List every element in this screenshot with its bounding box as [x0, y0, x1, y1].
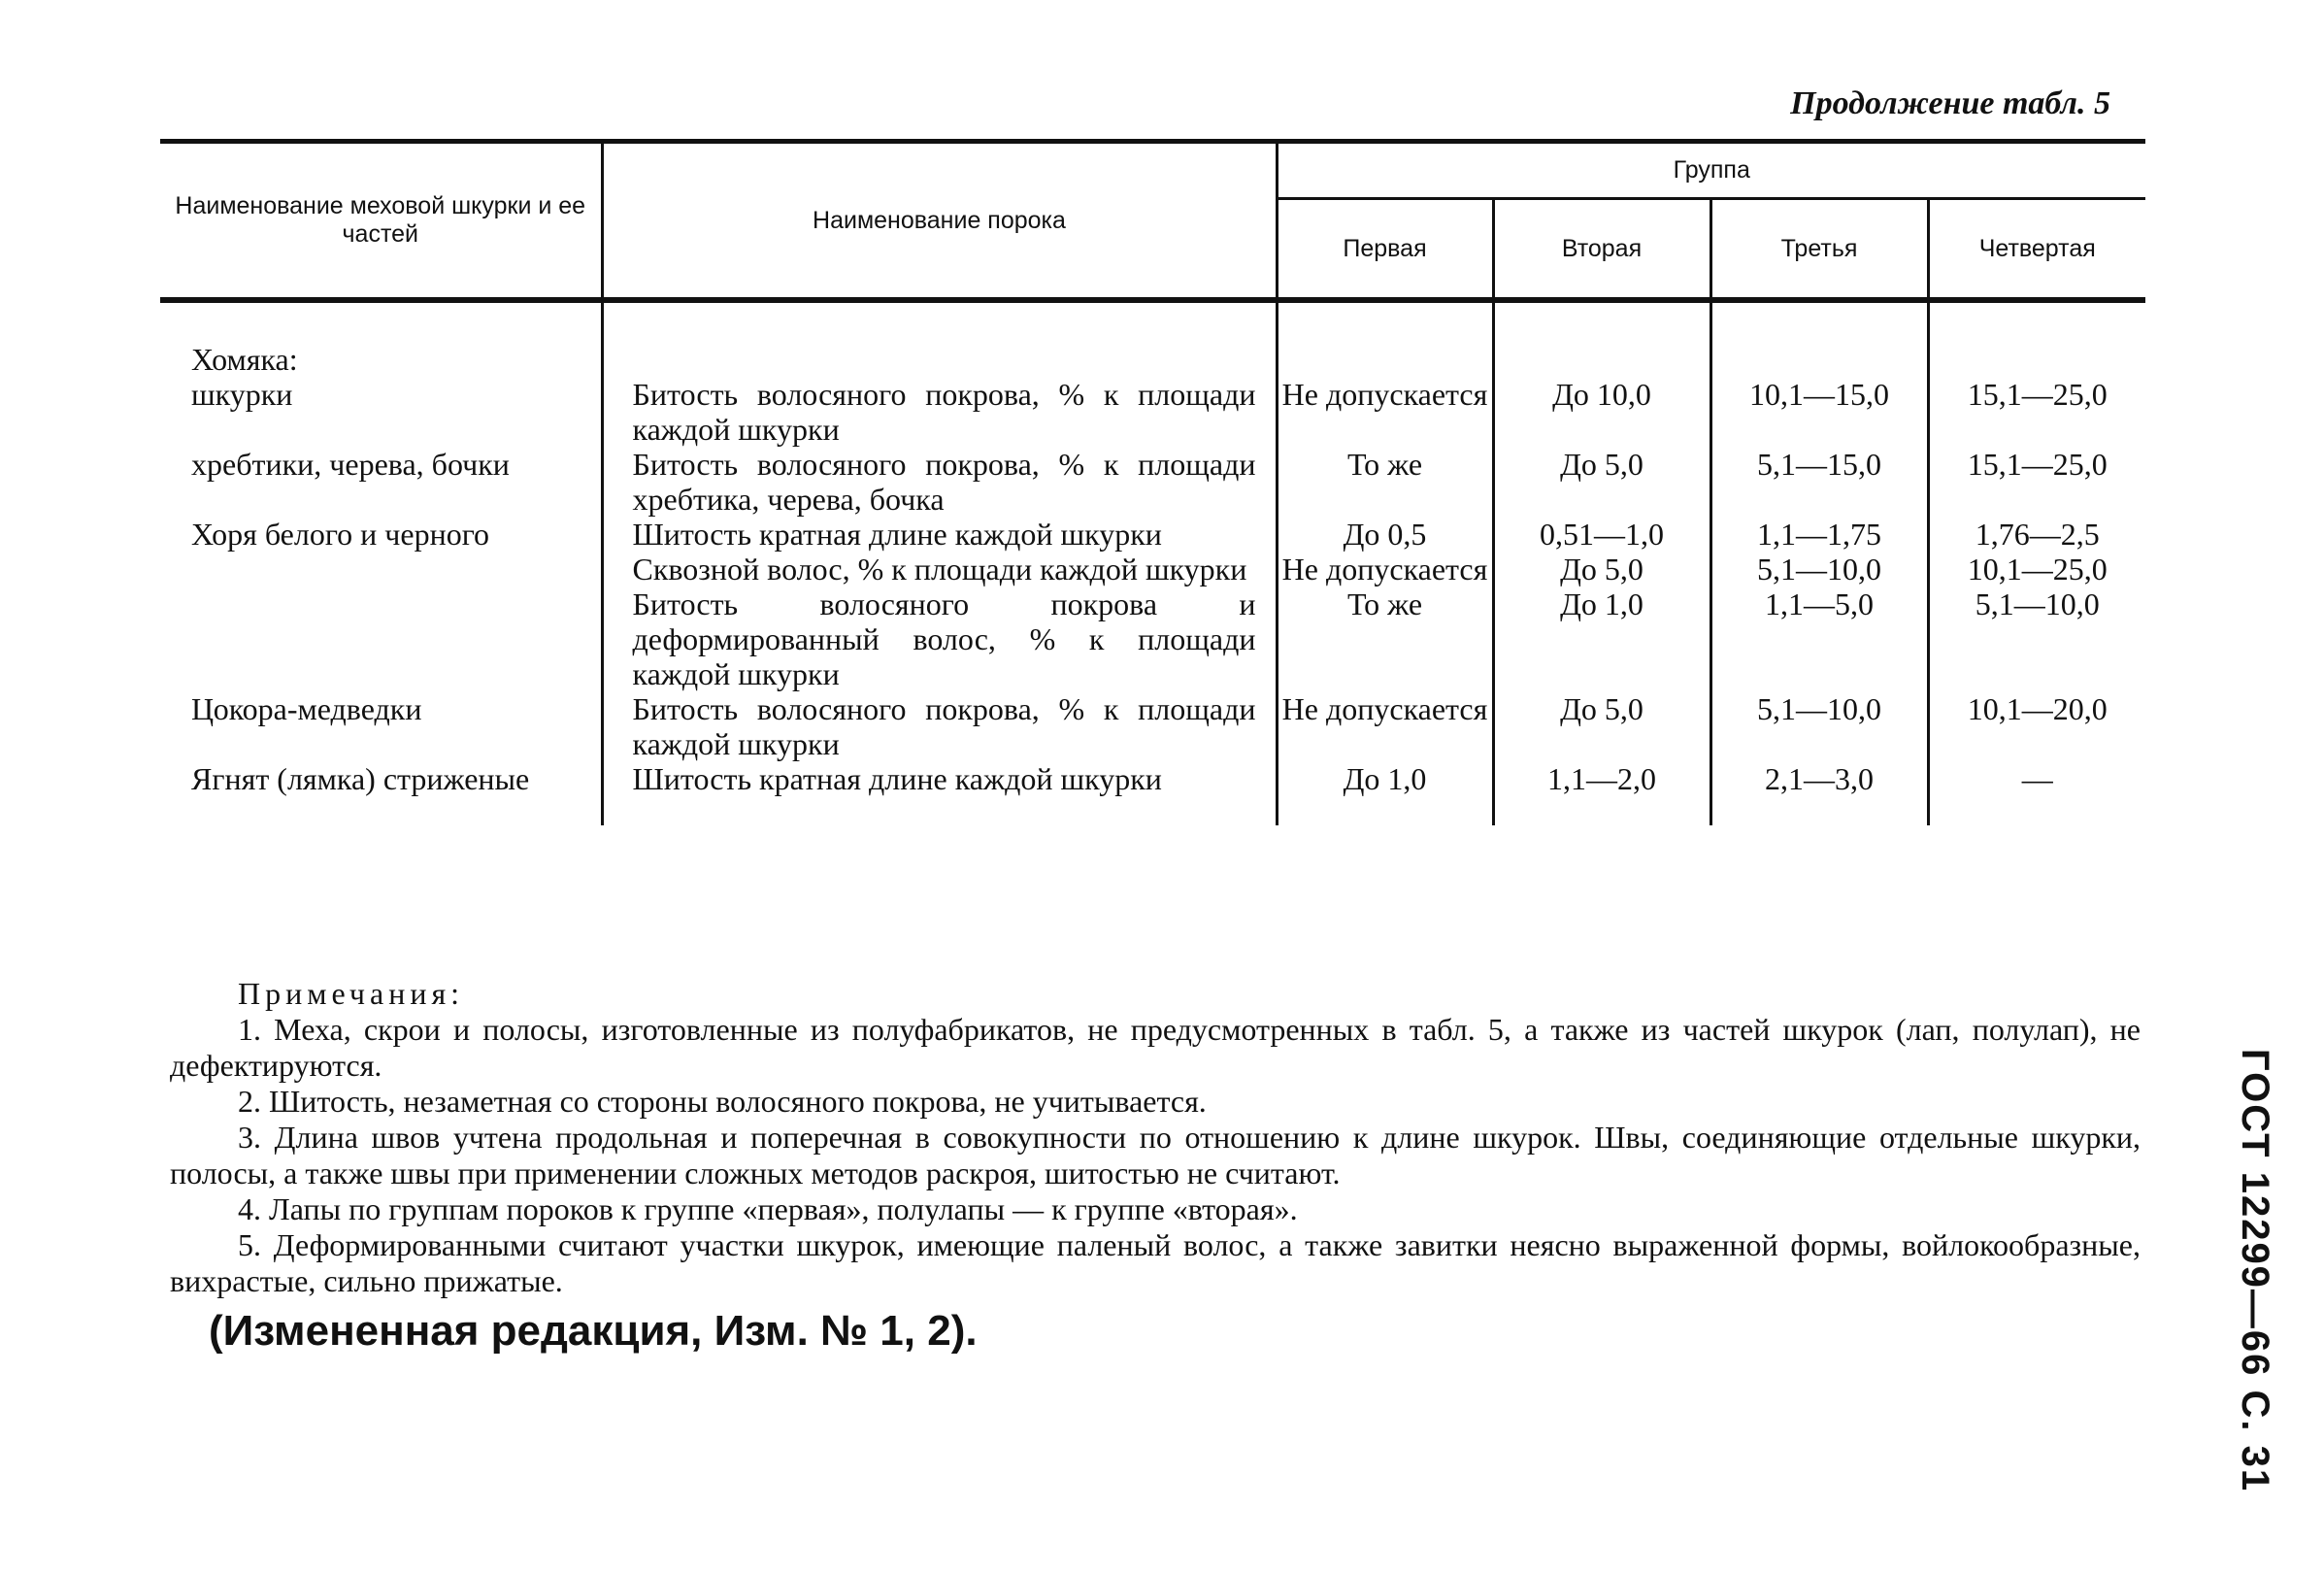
note-item: 5. Деформированными считают участки шкурок, имеющие паленый волос, а также завитки неясно выраженной формы, войлокообразные, вихрастые, сильно прижатые. — [170, 1227, 2141, 1298]
row-group-4: 15,1—25,0 — [1928, 447, 2145, 517]
row-defect: Шитость кратная длине каждой шкурки — [602, 761, 1277, 796]
row-group-3: 5,1—10,0 — [1710, 552, 1928, 586]
row-fur-name: Хоря белого и черного — [191, 517, 490, 552]
row-fur-name — [160, 586, 602, 691]
row-defect: Сквозной волос, % к площади каждой шкурки — [602, 552, 1277, 586]
table-row — [160, 300, 2145, 377]
row-defect: Шитость кратная длине каждой шкурки — [602, 517, 1277, 552]
header-group: Группа — [1277, 142, 2145, 199]
row-fur-name: Ягнят (лямка) стриженые — [191, 761, 530, 796]
table-row — [160, 691, 2145, 761]
notes-title: Примечания: — [238, 976, 465, 1011]
row-group-1: Не допускается — [1277, 691, 1493, 761]
header-defect-name: Наименование порока — [602, 142, 1277, 301]
row-group-1 — [1277, 300, 1493, 377]
row-fur-name: Цокора-медведки — [191, 691, 422, 726]
row-defect — [602, 300, 1277, 377]
row-fur-name: хребтики, черева, бочки — [191, 447, 510, 482]
row-group-3: 1,1—5,0 — [1710, 586, 1928, 691]
table-row — [160, 447, 2145, 517]
row-group-3: 10,1—15,0 — [1710, 377, 1928, 447]
row-defect: Битость волосяного покрова, % к площади каждой шкурки — [602, 691, 1277, 761]
continuation-label: Продолжение табл. 5 — [1790, 85, 2110, 121]
row-group-1: Не допускается — [1277, 377, 1493, 447]
row-group-1: Не допускается — [1277, 552, 1493, 586]
row-group-4: 10,1—20,0 — [1928, 691, 2145, 761]
row-group-4 — [1928, 300, 2145, 377]
row-defect: Битость волосяного покрова и деформированный волос, % к площади каждой шкурки — [602, 586, 1277, 691]
row-group-2: До 5,0 — [1493, 552, 1710, 586]
row-fur-name — [160, 552, 602, 586]
row-group-2: До 1,0 — [1493, 586, 1710, 691]
row-group-3: 5,1—15,0 — [1710, 447, 1928, 517]
table-row — [160, 377, 2145, 447]
row-group-3: 2,1—3,0 — [1710, 761, 1928, 796]
header-group-3: Третья — [1710, 199, 1928, 301]
row-fur-name: шкурки — [191, 377, 293, 412]
table-row-spacer — [160, 796, 2145, 825]
row-group-2 — [1493, 300, 1710, 377]
row-group-1: То же — [1277, 586, 1493, 691]
row-group-1: До 1,0 — [1277, 761, 1493, 796]
header-group-4: Четвертая — [1928, 199, 2145, 301]
row-fur-name: Хомяка: — [191, 342, 298, 377]
note-item: 2. Шитость, незаметная со стороны волосяного покрова, не учитывается. — [238, 1084, 1207, 1119]
row-group-3: 1,1—1,75 — [1710, 517, 1928, 552]
row-defect: Битость волосяного покрова, % к площади каждой шкурки — [602, 377, 1277, 447]
header-group-1: Первая — [1277, 199, 1493, 301]
row-group-4: 10,1—25,0 — [1928, 552, 2145, 586]
note-item: 4. Лапы по группам пороков к группе «первая», полулапы — к группе «вторая». — [238, 1191, 1298, 1226]
header-fur-name: Наименование меховой шкурки и ее частей — [160, 142, 602, 301]
edit-note: (Измененная редакция, Изм. № 1, 2). — [209, 1307, 978, 1355]
row-defect: Битость волосяного покрова, % к площади хребтика, черева, бочка — [602, 447, 1277, 517]
defects-table — [160, 139, 2145, 825]
row-group-3 — [1710, 300, 1928, 377]
row-group-2: До 10,0 — [1493, 377, 1710, 447]
table-body — [160, 300, 2145, 825]
table-row — [160, 761, 2145, 796]
row-group-1: То же — [1277, 447, 1493, 517]
table-row — [160, 586, 2145, 691]
row-group-4: 1,76—2,5 — [1928, 517, 2145, 552]
row-group-4: — — [1928, 761, 2145, 796]
note-item: 1. Меха, скрои и полосы, изготовленные из полуфабрикатов, не предусмотренных в табл. 5, а также из частей шкурок (лап, полулап), не дефектируются. — [170, 1012, 2141, 1083]
row-group-4: 5,1—10,0 — [1928, 586, 2145, 691]
table-row — [160, 517, 2145, 552]
row-group-3: 5,1—10,0 — [1710, 691, 1928, 761]
row-group-4: 15,1—25,0 — [1928, 377, 2145, 447]
row-group-2: 1,1—2,0 — [1493, 761, 1710, 796]
row-group-2: До 5,0 — [1493, 691, 1710, 761]
row-group-2: 0,51—1,0 — [1493, 517, 1710, 552]
row-group-1: До 0,5 — [1277, 517, 1493, 552]
table-row — [160, 552, 2145, 586]
notes-section — [170, 976, 2141, 1355]
standard-page-code: ГОСТ 12299—66 С. 31 — [2234, 1049, 2276, 1493]
note-item: 3. Длина швов учтена продольная и поперечная в совокупности по отношению к длине шкурок. Швы, соединяющие отдельные шкурки, полосы, а также швы при применении сложных методов раскроя, шитостью не считают. — [170, 1120, 2141, 1190]
row-group-2: До 5,0 — [1493, 447, 1710, 517]
header-group-2: Вторая — [1493, 199, 1710, 301]
